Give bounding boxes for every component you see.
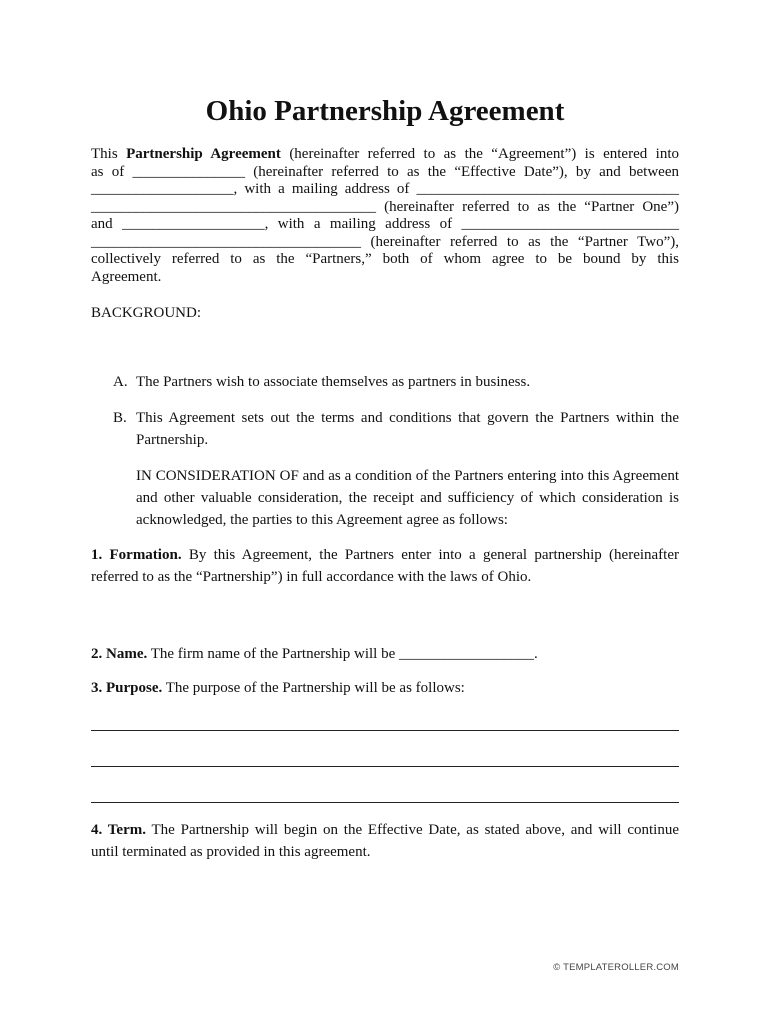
section-term: [91, 819, 679, 863]
consideration-paragraph: IN CONSIDERATION OF and as a condition of the Partners entering into this Agreement and other valuable consideration, the receipt and sufficiency of which consideration is acknowledged, the parties to this Agreement agree as follows:: [136, 468, 679, 528]
section-name: [91, 643, 679, 665]
purpose-blank-line-3: [91, 802, 679, 803]
background-item-letter-b: B.: [113, 410, 127, 426]
purpose-blank-line-2: [91, 766, 679, 767]
section-formation-text: By this Agreement, the Partners enter into a general partnership (hereinafter referred to as the “Partnership”) in full accordance with the laws of Ohio.: [91, 547, 680, 585]
background-item-b: This Agreement sets out the terms and conditions that govern the Partners within the Partnership.: [136, 410, 679, 448]
document-title: Ohio Partnership Agreement: [205, 95, 565, 127]
intro-line-8: Agreement.: [91, 268, 162, 285]
section-formation: [91, 544, 679, 588]
section-purpose-text: The purpose of the Partnership will be as follows:: [162, 680, 465, 696]
intro-line-2: as of _______________ (hereinafter referred to as the “Effective Date”), by and between: [91, 163, 679, 180]
section-purpose: [91, 677, 679, 699]
intro-line-6: ____________________________________ (hereinafter referred to as the “Partner Two”),: [91, 233, 679, 250]
footer-copyright: © TEMPLATEROLLER.COM: [553, 962, 679, 973]
intro-line-7: collectively referred to as the “Partners,” both of whom agree to be bound by this: [91, 251, 679, 267]
section-purpose-heading: 3. Purpose.: [91, 680, 163, 696]
section-name-heading: 2. Name.: [91, 646, 148, 662]
section-formation-heading: 1. Formation.: [91, 547, 182, 563]
background-heading: BACKGROUND:: [91, 305, 202, 321]
agreement-name-bold: Partnership Agreement: [126, 146, 281, 162]
section-term-heading: 4. Term.: [91, 822, 146, 838]
intro-paragraph: [91, 146, 679, 286]
intro-line-4: ______________________________________ (hereinafter referred to as the “Partner One”): [91, 198, 679, 215]
purpose-blank-line-1: [91, 730, 679, 731]
intro-line-3: ___________________, with a mailing address of ___________________________________: [91, 181, 679, 197]
section-name-text: The firm name of the Partnership will be __________________.: [147, 646, 538, 662]
section-term-text: The Partnership will begin on the Effective Date, as stated above, and will continue until terminated as provided in this agreement.: [91, 822, 679, 860]
intro-line-5: and ___________________, with a mailing address of _____________________________: [91, 216, 679, 232]
background-item-letter-a: A.: [113, 374, 128, 390]
intro-line-1: This Partnership Agreement (hereinafter referred to as the “Agreement”) is entered into: [91, 146, 679, 162]
background-item-a: The Partners wish to associate themselves as partners in business.: [136, 374, 531, 390]
